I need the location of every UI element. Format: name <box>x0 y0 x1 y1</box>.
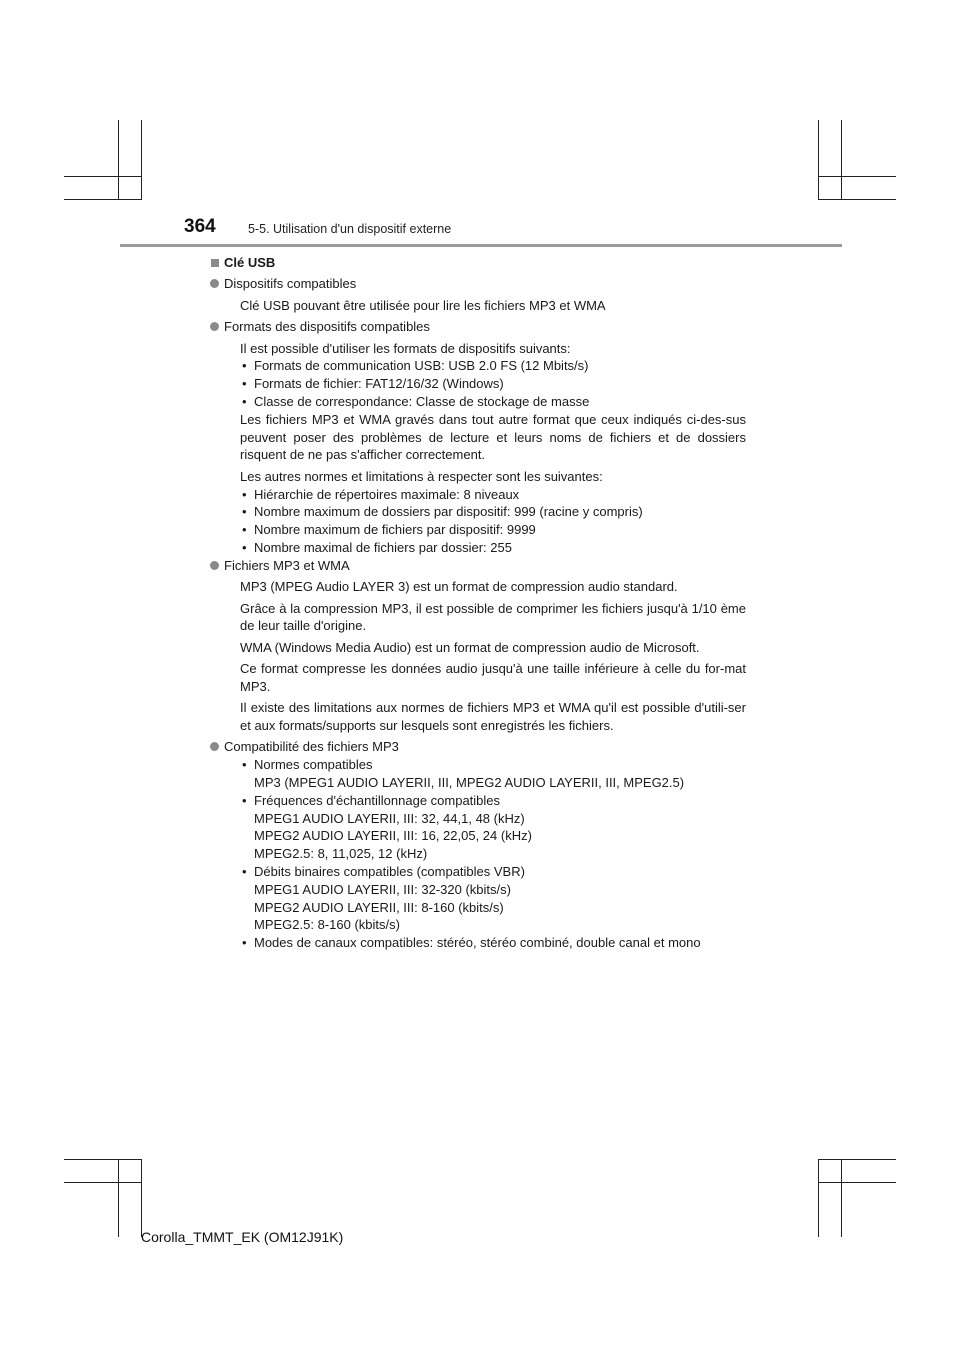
round-bullet-icon <box>210 742 219 751</box>
list-item: • Modes de canaux compatibles: stéréo, stéréo combiné, double canal et mono <box>242 935 701 951</box>
list-item: • Hiérarchie de répertoires maximale: 8 niveaux <box>242 486 520 502</box>
paragraph: MP3 (MPEG Audio LAYER 3) est un format de compression audio standard. <box>240 579 678 595</box>
crop-mark <box>118 1159 119 1237</box>
subsection-heading <box>210 275 746 293</box>
paragraph: Les autres normes et limitations à respecter sont les suivantes: <box>240 468 603 484</box>
document-id: Corolla_TMMT_EK (OM12J91K) <box>141 1229 344 1245</box>
list-item: • Nombre maximum de dossiers par dispositif: 999 (racine y compris) <box>242 504 643 520</box>
list-item: • Débits binaires compatibles (compatibles VBR) MPEG1 AUDIO LAYERII, III: 32-320 (kbits/s) MPEG2 AUDIO LAYERII, III: 8-160 (kbits/s) MPEG2.5: 8-160 (kbits/s) <box>242 864 525 933</box>
subsection-heading <box>210 318 746 336</box>
subsection-title: Formats des dispositifs compatibles <box>224 319 430 335</box>
subsection-heading <box>210 738 746 756</box>
list-item: • Fréquences d'échantillonnage compatibles MPEG1 AUDIO LAYERII, III: 32, 44,1, 48 (kHz) MPEG2 AUDIO LAYERII, III: 16, 22,05, 24 (kHz) MPEG2.5: 8, 11,025, 12 (kHz) <box>242 792 532 862</box>
list-item: • Classe de correspondance: Classe de stockage de masse <box>242 393 590 409</box>
bullet-list <box>210 486 746 557</box>
subsection-title: Dispositifs compatibles <box>224 276 357 292</box>
round-bullet-icon <box>210 561 219 570</box>
section-heading-text: Clé USB <box>224 255 276 270</box>
bullet-list <box>210 756 746 952</box>
list-item: • Formats de fichier: FAT12/16/32 (Windows) <box>242 376 504 392</box>
crop-mark <box>818 120 819 200</box>
header-divider <box>120 244 842 247</box>
crop-mark <box>141 120 142 200</box>
round-bullet-icon <box>210 322 219 331</box>
crop-mark <box>141 1159 142 1237</box>
paragraph: Il est possible d'utiliser les formats de dispositifs suivants: <box>240 340 571 356</box>
paragraph: Grâce à la compression MP3, il est possible de comprimer les fichiers jusqu'à 1/10 ème de leur taille d'origine. <box>240 600 746 634</box>
list-item: • Nombre maximum de fichiers par dispositif: 9999 <box>242 522 536 538</box>
page-content <box>210 252 746 952</box>
paragraph: Il existe des limitations aux normes de fichiers MP3 et WMA qu'il est possible d'utili-ser et aux formats/supports sur lesquels sont enregistrés les fichiers. <box>240 700 746 734</box>
paragraph: WMA (Windows Media Audio) est un format de compression audio de Microsoft. <box>240 639 700 655</box>
crop-mark <box>118 120 119 200</box>
list-item: • Nombre maximal de fichiers par dossier: 255 <box>242 539 512 555</box>
crop-mark <box>64 199 142 200</box>
bullet-list <box>210 357 746 410</box>
crop-mark <box>841 1159 842 1237</box>
crop-mark <box>818 199 896 200</box>
section-title: 5-5. Utilisation d'un dispositif externe <box>248 222 452 236</box>
crop-mark <box>818 1159 896 1160</box>
section-heading <box>210 254 746 272</box>
crop-mark <box>818 1159 819 1237</box>
page-number: 364 <box>184 216 216 237</box>
crop-mark <box>818 1182 896 1183</box>
crop-mark <box>64 1182 142 1183</box>
paragraph: Les fichiers MP3 et WMA gravés dans tout autre format que ceux indiqués ci-des-sus peuvent poser des problèmes de lecture et leurs noms de fichiers et de dossiers risquent de ne pas s'afficher correctement. <box>240 411 746 463</box>
round-bullet-icon <box>210 279 219 288</box>
crop-mark <box>64 1159 142 1160</box>
square-bullet-icon <box>211 259 219 267</box>
paragraph: Ce format compresse les données audio jusqu'à une taille inférieure à celle du for-mat MP3. <box>240 661 746 694</box>
crop-mark <box>818 176 896 177</box>
crop-mark <box>64 176 142 177</box>
crop-mark <box>841 120 842 200</box>
list-item: • Formats de communication USB: USB 2.0 FS (12 Mbits/s) <box>242 358 589 374</box>
list-item: • Normes compatibles MP3 (MPEG1 AUDIO LAYERII, III, MPEG2 AUDIO LAYERII, III, MPEG2.5) <box>242 757 685 791</box>
subsection-title: Fichiers MP3 et WMA <box>224 557 350 573</box>
subsection-heading <box>210 557 746 575</box>
paragraph: Clé USB pouvant être utilisée pour lire les fichiers MP3 et WMA <box>240 297 606 313</box>
subsection-title: Compatibilité des fichiers MP3 <box>224 739 399 755</box>
